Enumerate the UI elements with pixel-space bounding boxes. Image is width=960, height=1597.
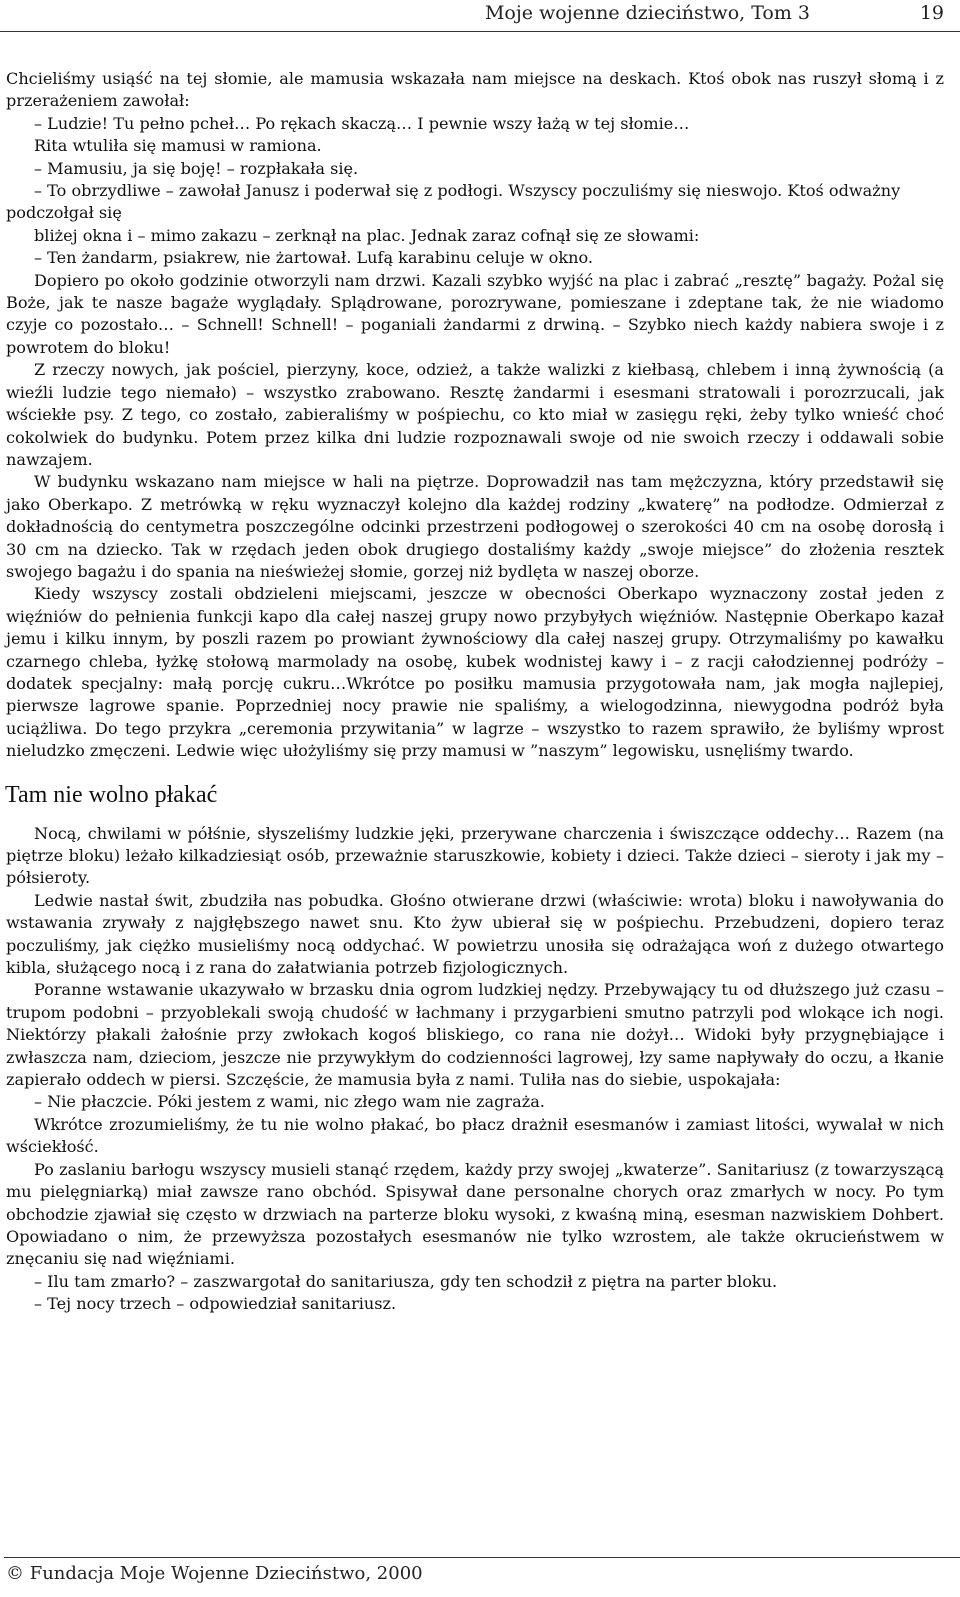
paragraph: Kiedy wszyscy zostali obdzieleni miejscami, jeszcze w obecności Oberkapo wyznaczony został jeden z więźniów do pełnienia funkcji kapo dla całej naszej grupy nowo przybyłych więźniów. Następnie Oberkapo kazał jemu i kilku innym, by poszli razem po prowiant żywnościowy dla całej naszej grupy. Otrzymaliśmy po kawałku czarnego chleba, łyżkę stołową marmolady na osobę, kubek wodnistej kawy i – z racji całodziennej podróży – dodatek specjalny: małą porcję cukru…Wkrótce po posiłku mamusia przygotowała nam, jak mogła najlepiej, pierwsze lagrowe spanie. Poprzedniej nocy prawie nie spaliśmy, a wielogodzinna, niewygodna podróż była uciążliwa. Do tego przykra „ceremonia przywitania” w lagrze – wszystko to razem sprawiło, że byliśmy wprost nieludzko zmęczeni. Ledwie więc ułożyliśmy się przy mamusi w ”naszym” legowisku, usnęliśmy twardo. [6, 584, 944, 761]
section-2-text [6, 823, 944, 1316]
dialogue-line: – Ten żandarm, psiakrew, nie żartował. Lufą karabinu celuje w okno. [34, 248, 593, 268]
page-number: 19 [919, 2, 944, 24]
section-heading: Tam nie wolno płakać [5, 781, 218, 808]
dialogue-line: – Nie płaczcie. Póki jestem z wami, nic złego wam nie zagraża. [34, 1092, 545, 1112]
paragraph: Ledwie nastał świt, zbudziła nas pobudka. Głośno otwierane drzwi (właściwie: wrota) bloku i nawoływania do wstawania zrywały z najgłębszego nawet snu. Kto żyw ubierał się w pośpiechu. Przebudzeni, dopiero teraz poczuliśmy, jak ciężko musieliśmy nocą oddychać. W powietrzu unosiła się odrażająca woń z dużego otwartego kibla, służącego nocą i z rana do załatwiania potrzeb fizjologicznych. [6, 890, 944, 978]
dialogue-line: – Mamusiu, ja się boję! – rozpłakała się. [34, 158, 359, 178]
paragraph: Dopiero po około godzinie otworzyli nam drzwi. Kazali szybko wyjść na plac i zabrać „resztę” bagaży. Pożal się Boże, jak te nasze bagaże wyglądały. Splądrowane, porozrywane, pomieszane i zdeptane tak, że nie wiadomo czyje co pozostało… – Schnell! Schnell! – poganiali żandarmi z drwiną. – Szybko niech każdy nabiera swoje i z powrotem do bloku! [6, 270, 944, 357]
paragraph: Nocą, chwilami w półśnie, słyszeliśmy ludzkie jęki, przerywane charczenia i świszczące oddechy… Razem (na piętrze bloku) leżało kilkadziesiąt osób, przeważnie staruszkowie, kobiety i dzieci. Także dzieci – sieroty i jak my – półsieroty. [6, 823, 944, 888]
paragraph: Poranne wstawanie ukazywało w brzasku dnia ogrom ludzkiej nędzy. Przebywający tu od dłuższego już czasu – trupom podobni – przyoblekali swoją chudość w łachmany i przygarbieni smutno patrzyli pod wlokące ich nogi. Niektórzy płakali żałośnie przy zwłokach kogoś bliskiego, co rana nie dożył… Widoki były przygnębiające i zwłaszcza nam, dzieciom, jeszcze nie przywykłym do codzienności lagrowej, łzy same napływały do oczu, a łkanie zapierało oddech w piersi. Szczęście, że mamusia była z nami. Tuliła nas do siebie, uspokajała: [6, 980, 944, 1090]
page-footer [4, 1557, 960, 1597]
paragraph: bliżej okna i – mimo zakazu – zerknął na plac. Jednak zaraz cofnął się ze słowami: [34, 225, 700, 245]
paragraph: Chcieliśmy usiąść na tej słomie, ale mamusia wskazała nam miejsce na deskach. Ktoś obok nas ruszył słomą i z przerażeniem zawołał: [6, 69, 944, 111]
paragraph: W budynku wskazano nam miejsce w hali na piętrze. Doprowadził nas tam mężczyzna, który przedstawił się jako Oberkapo. Z metrówką w ręku wyznaczył kolejno dla każdej rodziny „kwaterę” na podłodze. Odmierzał z dokładnością do centymetra poszczególne odcinki przestrzeni podłogowej o szerokości 40 cm na osobę dorosłą i 30 cm na dziecko. Tak w rzędach jeden obok drugiego dostaliśmy każdy „swoje miejsce” do złożenia resztek swojego bagażu i do spania na nieświeżej słomie, gorzej niż bydlęta w naszej oborze. [6, 472, 944, 581]
page-header [0, 0, 960, 34]
dialogue-line: – Ilu tam zmarło? – zaszwargotał do sanitariusza, gdy ten schodził z piętra na parter bloku. [34, 1271, 778, 1291]
dialogue-line: – Ludzie! Tu pełno pcheł… Po rękach skaczą… I pewnie wszy łażą w tej słomie… [34, 113, 690, 133]
paragraph: Wkrótce zrozumieliśmy, że tu nie wolno płakać, bo płacz drażnił esesmanów i zamiast litości, wywalał w nich wściekłość. [6, 1114, 944, 1157]
paragraph: Z rzeczy nowych, jak pościel, pierzyny, koce, odzież, a także walizki z kiełbasą, chlebem i inną żywnością (a wieźli ludzie tego niemało) – wszystko zrabowano. Resztę żandarmi i esesmani stratowali i porozrzucali, jak wściekłe psy. Z tego, co zostało, zabieraliśmy w pośpiechu, co kto miał w zasięgu ręki, żeby tylko wnieść choć cokolwiek do budynku. Potem przez kilka dni ludzie rozpoznawali swoje od nie swoich rzeczy i oddawali sobie nawzajem. [6, 360, 944, 469]
dialogue-line: – To obrzydliwe – zawołał Janusz i poderwał się z podłogi. Wszyscy poczuliśmy się nieswojo. Ktoś odważny podczołgał się [6, 181, 901, 223]
dialogue-line: – Tej nocy trzech – odpowiedział sanitariusz. [34, 1294, 397, 1314]
copyright-notice: © Fundacja Moje Wojenne Dzieciństwo, 2000 [6, 1563, 423, 1584]
footer-rule [4, 1557, 960, 1558]
header-rule [0, 31, 960, 32]
paragraph: Rita wtuliła się mamusi w ramiona. [34, 136, 322, 156]
page-body [6, 68, 944, 1316]
section-1-text [6, 68, 944, 763]
book-title: Moje wojenne dzieciństwo, Tom 3 [484, 2, 810, 24]
paragraph: Po zaslaniu barłogu wszyscy musieli stanąć rzędem, każdy przy swojej „kwaterze”. Sanitariusz (z towarzyszącą mu pielęgniarką) miał zawsze rano obchód. Spisywał dane personalne chorych oraz zmarłych w nocy. Po tym obchodzie zjawiał się często w drzwiach na parterze bloku wysoki, z kwaśną miną, esesman nazwiskiem Dohbert. Opowiadano o nim, że przewyższa pozostałych esesmanów nie tylko wzrostem, ale także okrucieństwem w znęcaniu się nad więźniami. [6, 1159, 944, 1269]
